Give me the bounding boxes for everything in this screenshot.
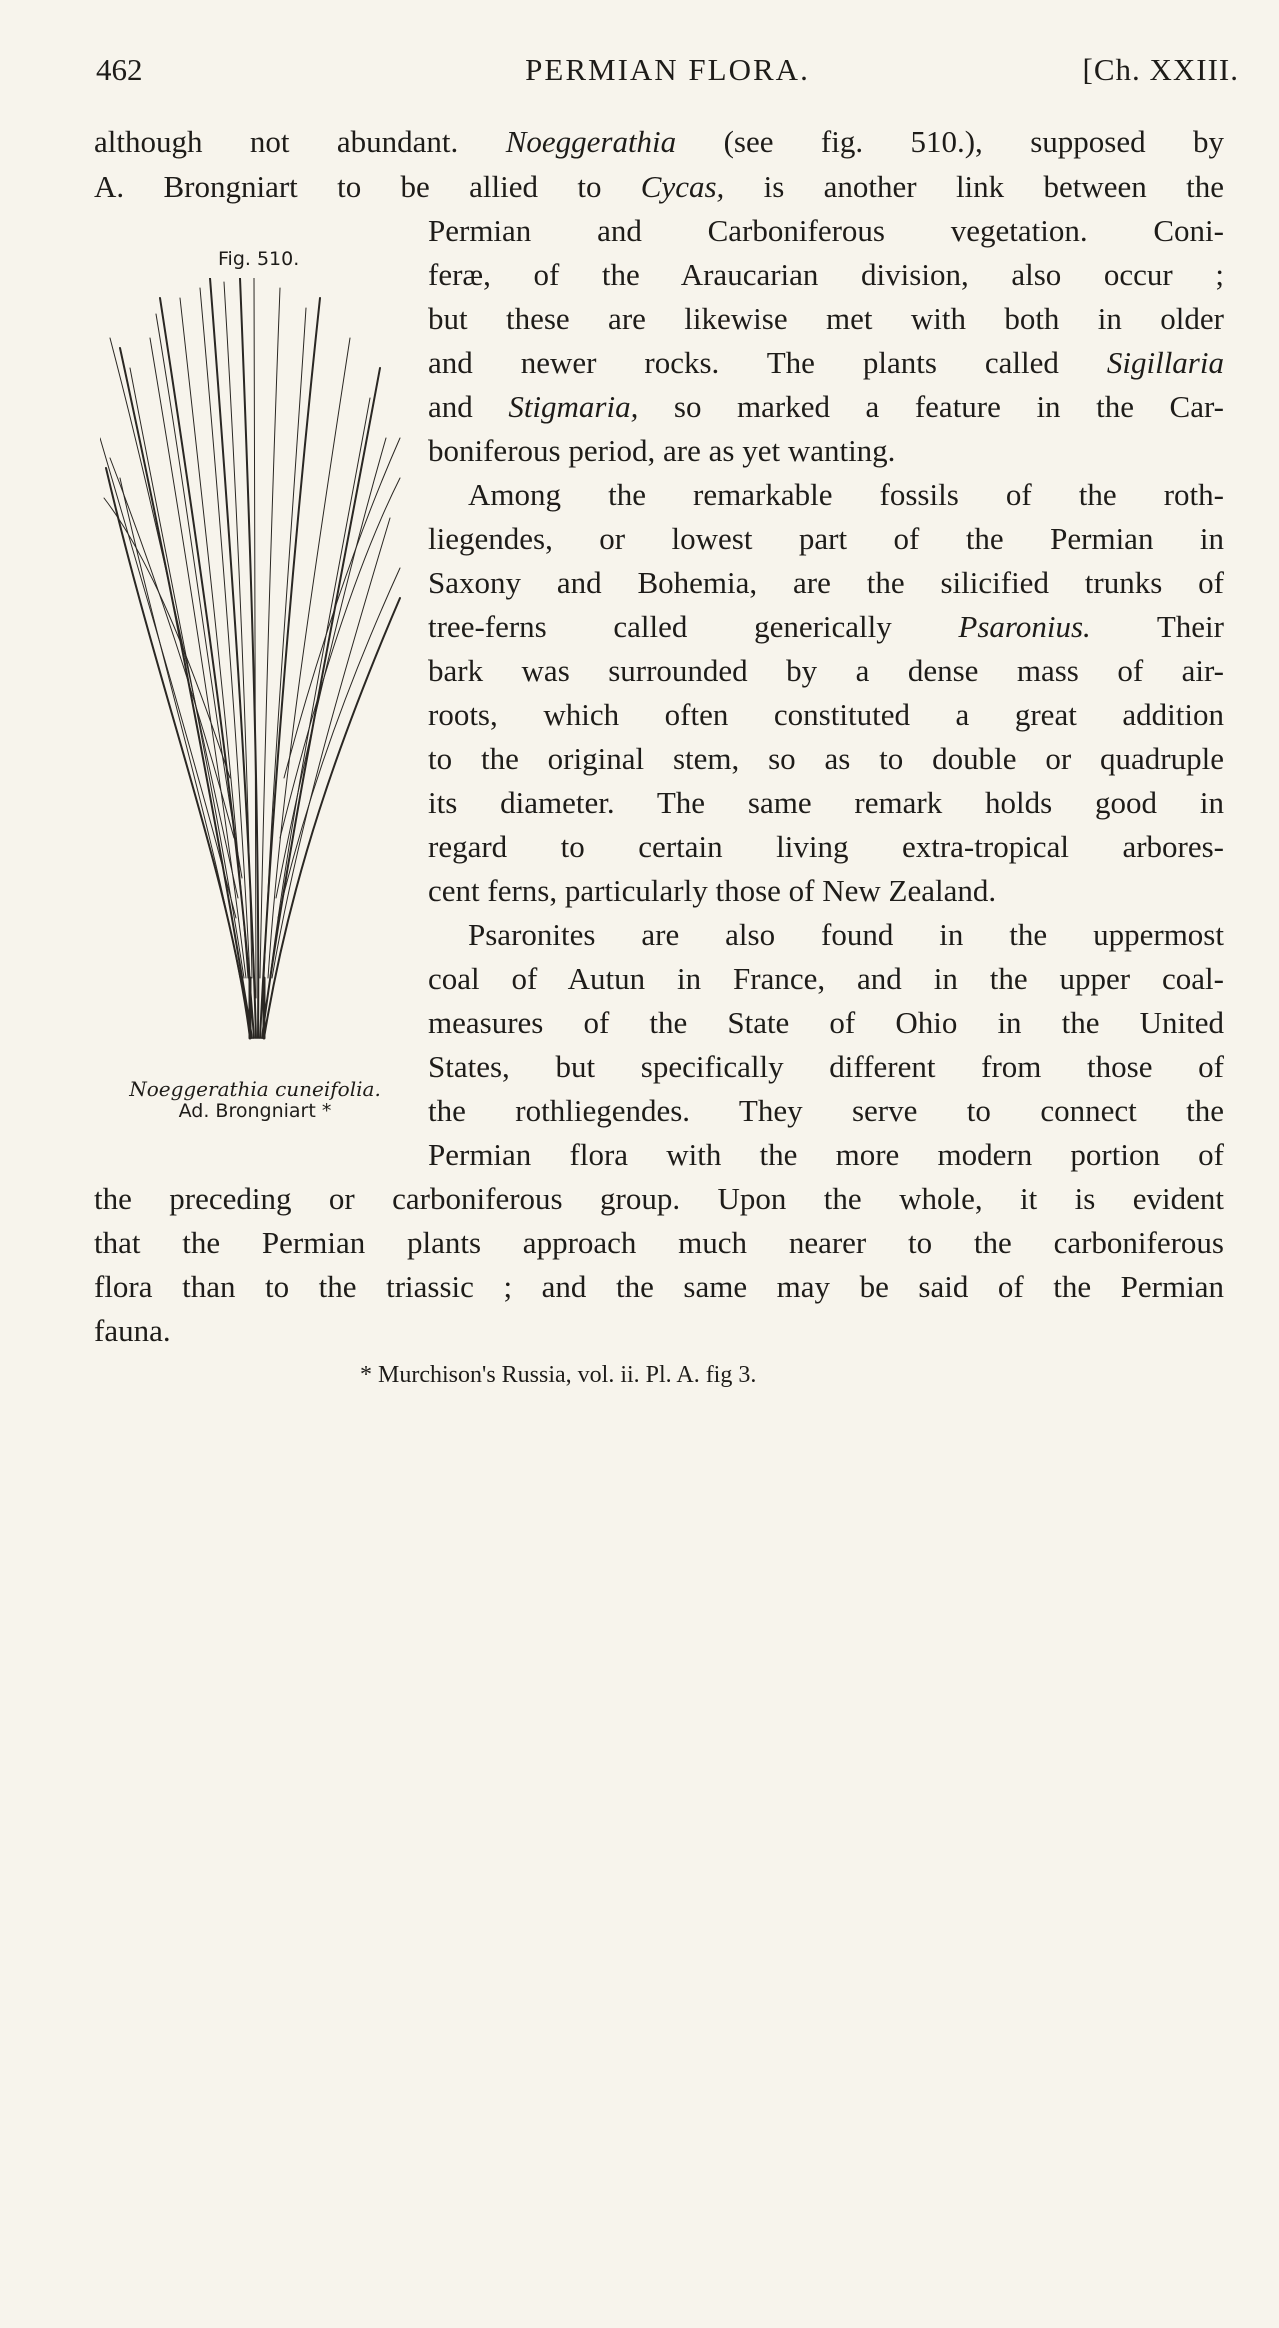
page-header bbox=[96, 52, 1239, 92]
text-line: Permian and Carboniferous vegetation. Coni- bbox=[428, 213, 1224, 248]
text-line: fauna. bbox=[94, 1313, 171, 1348]
running-title: PERMIAN FLORA. bbox=[525, 52, 810, 87]
footnote: * Murchison's Russia, vol. ii. Pl. A. fig 3. bbox=[360, 1362, 757, 1388]
figure-caption-species: Noeggerathia cuneifolia. bbox=[129, 1077, 381, 1101]
fossil-leaf-illustration bbox=[100, 278, 410, 1046]
text-line: and newer rocks. The plants called Sigillaria bbox=[428, 345, 1224, 380]
text-line: feræ, of the Araucarian division, also occur ; bbox=[428, 257, 1224, 292]
text-line: Among the remarkable fossils of the roth- bbox=[468, 477, 1224, 512]
text-line: and Stigmaria, so marked a feature in the Car- bbox=[428, 389, 1224, 424]
text-line: regard to certain living extra-tropical arbores- bbox=[428, 829, 1224, 864]
text-line: its diameter. The same remark holds good in bbox=[428, 785, 1224, 820]
figure-label: Fig. 510. bbox=[218, 248, 300, 270]
text-line: liegendes, or lowest part of the Permian in bbox=[428, 521, 1224, 556]
page-number: 462 bbox=[96, 52, 143, 87]
genus-name: Noeggerathia bbox=[505, 124, 677, 159]
genus-name: Stigmaria, bbox=[508, 389, 639, 424]
text-line: measures of the State of Ohio in the United bbox=[428, 1005, 1224, 1040]
text-line: coal of Autun in France, and in the upper coal- bbox=[428, 961, 1224, 996]
text-line: bark was surrounded by a dense mass of air- bbox=[428, 653, 1224, 688]
text-line: boniferous period, are as yet wanting. bbox=[428, 433, 896, 468]
text-line: but these are likewise met with both in older bbox=[428, 301, 1224, 336]
text-line: although not abundant. Noeggerathia (see fig. 510.), supposed by bbox=[94, 124, 1224, 159]
text-line: A. Brongniart to be allied to Cycas, is another link between the bbox=[94, 169, 1224, 204]
text-line: Permian flora with the more modern portion of bbox=[428, 1137, 1224, 1172]
text-line: States, but specifically different from those of bbox=[428, 1049, 1224, 1084]
text-line: flora than to the triassic ; and the same may be said of the Permian bbox=[94, 1269, 1224, 1304]
genus-name: Cycas, bbox=[640, 169, 725, 204]
text-line: roots, which often constituted a great addition bbox=[428, 697, 1224, 732]
chapter-reference: [Ch. XXIII. bbox=[1082, 52, 1239, 87]
genus-name: Psaronius. bbox=[958, 609, 1091, 644]
text-line: Psaronites are also found in the uppermost bbox=[468, 917, 1224, 952]
figure-caption-author: Ad. Brongniart * bbox=[178, 1100, 332, 1122]
text-line: to the original stem, so as to double or quadruple bbox=[428, 741, 1224, 776]
text-line: Saxony and Bohemia, are the silicified trunks of bbox=[428, 565, 1224, 600]
text-line: cent ferns, particularly those of New Zealand. bbox=[428, 873, 997, 908]
text-line: tree-ferns called generically Psaronius. Their bbox=[428, 609, 1224, 644]
text-line: the preceding or carboniferous group. Upon the whole, it is evident bbox=[94, 1181, 1224, 1216]
text-line: the rothliegendes. They serve to connect the bbox=[428, 1093, 1224, 1128]
text-line: that the Permian plants approach much nearer to the carboniferous bbox=[94, 1225, 1224, 1260]
genus-name: Sigillaria bbox=[1106, 345, 1224, 380]
